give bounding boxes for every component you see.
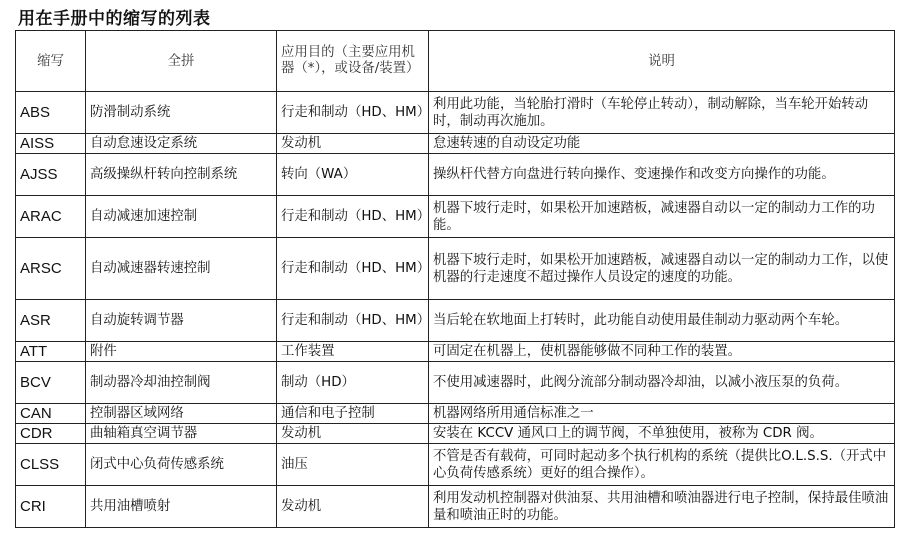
cell-app: 行走和制动（HD、HM） bbox=[277, 196, 429, 238]
cell-app: 发动机 bbox=[277, 424, 429, 444]
cell-desc: 机器下坡行走时，如果松开加速踏板，减速器自动以一定的制动力工作的功能。 bbox=[429, 196, 895, 238]
cell-app: 行走和制动（HD、HM） bbox=[277, 238, 429, 300]
cell-desc: 可固定在机器上，使机器能够做不同种工作的装置。 bbox=[429, 342, 895, 362]
cell-full: 自动减速加速控制 bbox=[86, 196, 277, 238]
table-row bbox=[16, 404, 895, 424]
cell-full: 防滑制动系统 bbox=[86, 92, 277, 134]
cell-app: 制动（HD） bbox=[277, 362, 429, 404]
cell-full: 闭式中心负荷传感系统 bbox=[86, 444, 277, 486]
cell-full: 共用油槽喷射 bbox=[86, 486, 277, 528]
cell-desc: 安装在 KCCV 通风口上的调节阀，不单独使用，被称为 CDR 阀。 bbox=[429, 424, 895, 444]
header-abbr: 缩写 bbox=[16, 31, 86, 92]
table-row bbox=[16, 154, 895, 196]
table-row bbox=[16, 342, 895, 362]
cell-abbr: CAN bbox=[16, 404, 86, 424]
cell-desc: 怠速转速的自动设定功能 bbox=[429, 134, 895, 154]
cell-abbr: ATT bbox=[16, 342, 86, 362]
cell-abbr: ABS bbox=[16, 92, 86, 134]
cell-full: 附件 bbox=[86, 342, 277, 362]
cell-abbr: ASR bbox=[16, 300, 86, 342]
table-row bbox=[16, 362, 895, 404]
cell-abbr: AISS bbox=[16, 134, 86, 154]
cell-app: 行走和制动（HD、HM） bbox=[277, 92, 429, 134]
cell-abbr: CRI bbox=[16, 486, 86, 528]
cell-full: 高级操纵杆转向控制系统 bbox=[86, 154, 277, 196]
cell-app: 油压 bbox=[277, 444, 429, 486]
cell-desc: 机器下坡行走时，如果松开加速踏板，减速器自动以一定的制动力工作，以使机器的行走速度不超过操作人员设定的速度的功能。 bbox=[429, 238, 895, 300]
cell-desc: 操纵杆代替方向盘进行转向操作、变速操作和改变方向操作的功能。 bbox=[429, 154, 895, 196]
cell-abbr: CDR bbox=[16, 424, 86, 444]
table-row bbox=[16, 92, 895, 134]
cell-desc: 不管是否有载荷，可同时起动多个执行机构的系统（提供比O.L.S.S.（开式中心负荷传感系统）更好的组合操作）。 bbox=[429, 444, 895, 486]
header-desc: 说明 bbox=[429, 31, 895, 92]
cell-full: 自动旋转调节器 bbox=[86, 300, 277, 342]
table-row bbox=[16, 300, 895, 342]
cell-abbr: ARAC bbox=[16, 196, 86, 238]
cell-app: 通信和电子控制 bbox=[277, 404, 429, 424]
table-row bbox=[16, 238, 895, 300]
cell-desc: 机器网络所用通信标准之一 bbox=[429, 404, 895, 424]
cell-abbr: ARSC bbox=[16, 238, 86, 300]
table-row bbox=[16, 134, 895, 154]
cell-abbr: AJSS bbox=[16, 154, 86, 196]
cell-full: 控制器区域网络 bbox=[86, 404, 277, 424]
cell-app: 发动机 bbox=[277, 486, 429, 528]
page-title: 用在手册中的缩写的列表 bbox=[18, 9, 211, 29]
cell-full: 制动器冷却油控制阀 bbox=[86, 362, 277, 404]
cell-desc: 利用发动机控制器对供油泵、共用油槽和喷油器进行电子控制，保持最佳喷油量和喷油正时的功能。 bbox=[429, 486, 895, 528]
cell-app: 工作装置 bbox=[277, 342, 429, 362]
table-row bbox=[16, 486, 895, 528]
cell-abbr: CLSS bbox=[16, 444, 86, 486]
header-app: 应用目的（主要应用机器（*），或设备/装置） bbox=[277, 31, 429, 92]
cell-desc: 不使用减速器时，此阀分流部分制动器冷却油，以减小液压泵的负荷。 bbox=[429, 362, 895, 404]
cell-app: 发动机 bbox=[277, 134, 429, 154]
cell-app: 行走和制动（HD、HM） bbox=[277, 300, 429, 342]
cell-full: 自动怠速设定系统 bbox=[86, 134, 277, 154]
cell-full: 曲轴箱真空调节器 bbox=[86, 424, 277, 444]
table-row bbox=[16, 424, 895, 444]
table-row bbox=[16, 444, 895, 486]
cell-desc: 利用此功能，当轮胎打滑时（车轮停止转动），制动解除，当车轮开始转动时，制动再次施加。 bbox=[429, 92, 895, 134]
cell-desc: 当后轮在软地面上打转时，此功能自动使用最佳制动力驱动两个车轮。 bbox=[429, 300, 895, 342]
header-full: 全拼 bbox=[86, 31, 277, 92]
table-row bbox=[16, 196, 895, 238]
cell-abbr: BCV bbox=[16, 362, 86, 404]
cell-app: 转向（WA） bbox=[277, 154, 429, 196]
table-header-row bbox=[16, 31, 895, 92]
abbreviation-table bbox=[15, 30, 895, 528]
cell-full: 自动减速器转速控制 bbox=[86, 238, 277, 300]
